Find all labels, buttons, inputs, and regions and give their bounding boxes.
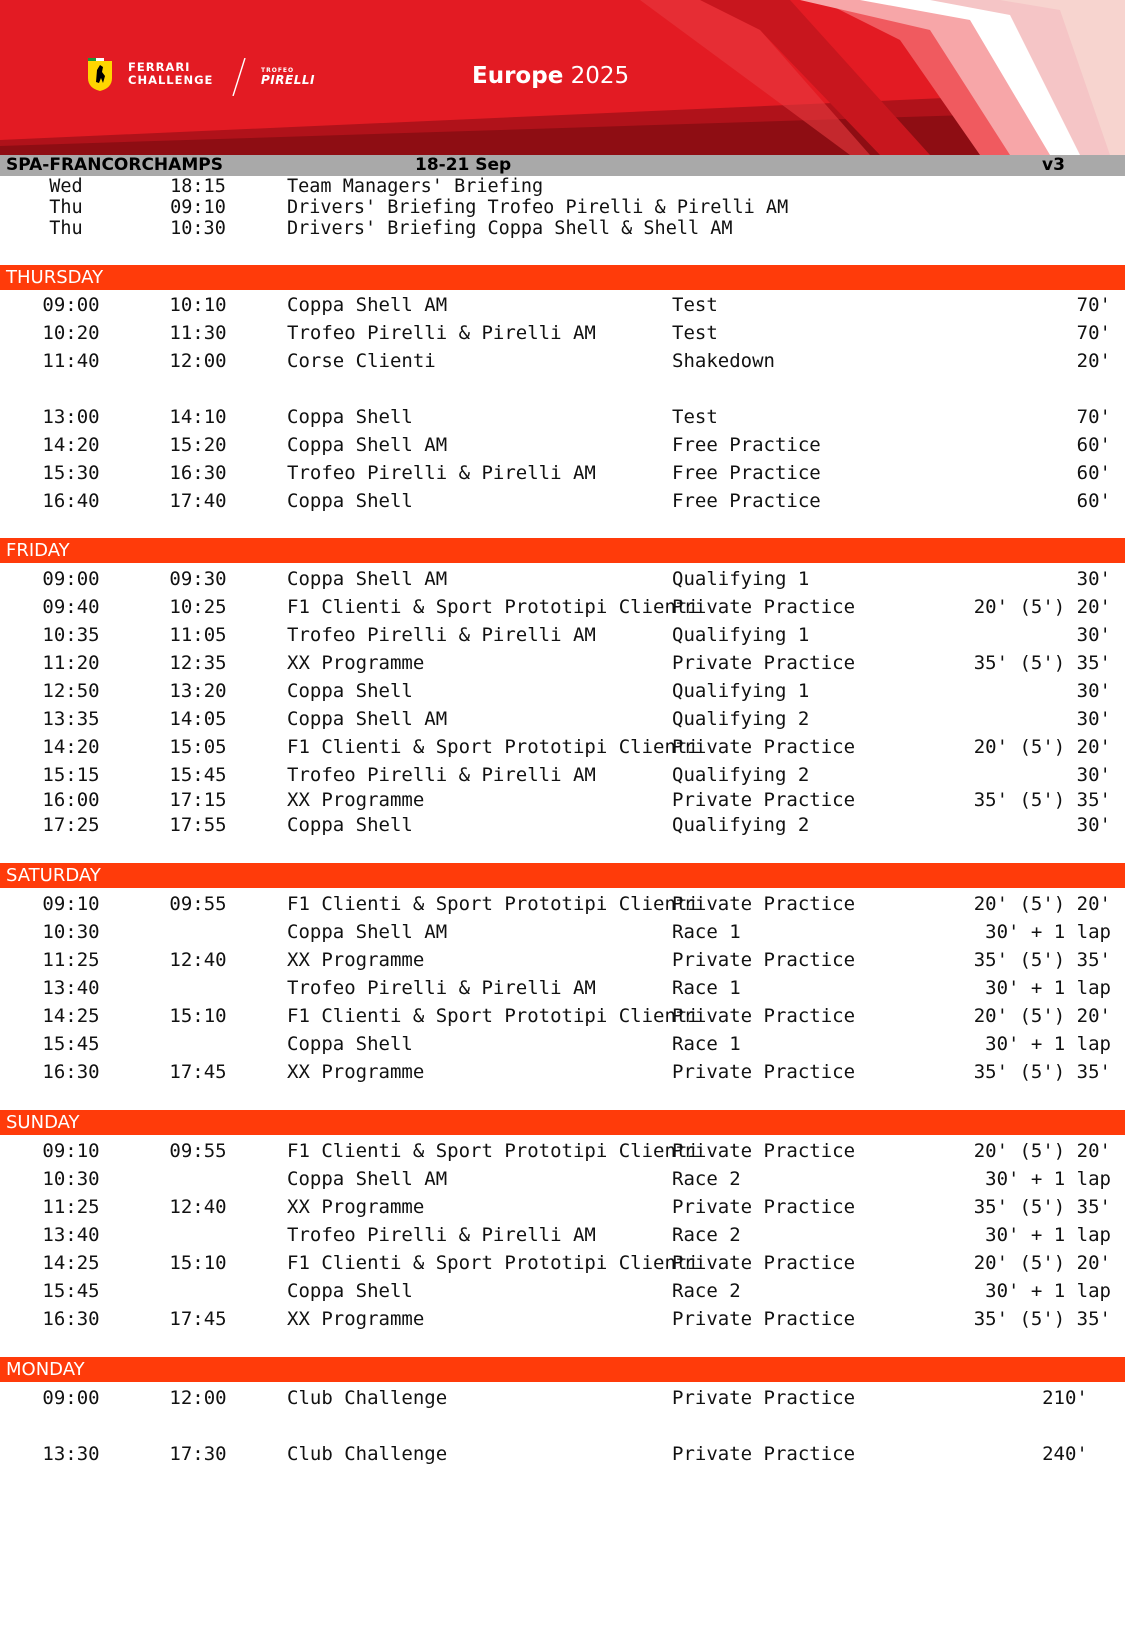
day-name: FRIDAY	[6, 540, 70, 561]
session-type: Private Practice	[672, 949, 856, 971]
sponsor-line2: PIRELLI	[261, 73, 315, 87]
duration: 20'	[1076, 350, 1111, 372]
start-time: 11:40	[42, 350, 100, 372]
end-time: 16:30	[169, 462, 227, 484]
briefing-row	[0, 218, 1125, 239]
briefing-title: Drivers' Briefing Coppa Shell & Shell AM	[287, 218, 733, 239]
session-row	[0, 1166, 1125, 1192]
trofeo-pirelli-logo	[261, 67, 315, 87]
briefing-title: Team Managers' Briefing	[287, 176, 544, 197]
session-row	[0, 1031, 1125, 1057]
series-name: Trofeo Pirelli & Pirelli AM	[287, 322, 596, 344]
briefing-day: Wed	[49, 176, 83, 197]
session-type: Private Practice	[672, 596, 856, 618]
session-row	[0, 891, 1125, 917]
duration: 30'	[1076, 568, 1111, 590]
start-time: 09:40	[42, 596, 100, 618]
series-name: Trofeo Pirelli & Pirelli AM	[287, 977, 596, 999]
series-name: Coppa Shell	[287, 814, 413, 836]
session-row	[0, 1250, 1125, 1276]
start-time: 10:35	[42, 624, 100, 646]
duration: 35' (5') 35'	[973, 1196, 1111, 1218]
end-time: 14:10	[169, 406, 227, 428]
duration: 70'	[1076, 406, 1111, 428]
end-time: 15:45	[169, 764, 227, 786]
duration: 30' + 1 lap	[985, 921, 1111, 943]
header-banner	[0, 0, 1125, 155]
session-type: Private Practice	[672, 1252, 856, 1274]
session-row	[0, 1194, 1125, 1220]
session-type: Shakedown	[672, 350, 775, 372]
session-row	[0, 1306, 1125, 1332]
day-name: SATURDAY	[6, 865, 101, 886]
circuit-name: SPA-FRANCORCHAMPS	[6, 155, 223, 175]
start-time: 15:45	[42, 1033, 100, 1055]
duration: 30' + 1 lap	[985, 1168, 1111, 1190]
session-row	[0, 594, 1125, 620]
session-row	[0, 348, 1125, 374]
brand-line2: CHALLENGE	[128, 73, 214, 87]
session-row	[0, 812, 1125, 838]
start-time: 13:40	[42, 1224, 100, 1246]
series-name: Coppa Shell AM	[287, 1168, 448, 1190]
end-time: 17:45	[169, 1061, 227, 1083]
series-name: Coppa Shell AM	[287, 921, 448, 943]
session-row	[0, 460, 1125, 486]
duration: 30'	[1076, 708, 1111, 730]
series-name: Coppa Shell	[287, 490, 413, 512]
ferrari-shield-icon	[86, 56, 114, 92]
session-row	[0, 432, 1125, 458]
start-time: 12:50	[42, 680, 100, 702]
series-name: F1 Clienti & Sport Prototipi Clienti	[287, 736, 699, 758]
day-header-saturday	[0, 863, 1125, 888]
ferrari-challenge-logo	[86, 56, 213, 92]
session-type: Free Practice	[672, 434, 821, 456]
series-name: Trofeo Pirelli & Pirelli AM	[287, 764, 596, 786]
session-type: Qualifying 2	[672, 764, 810, 786]
day-header-friday	[0, 538, 1125, 563]
session-row	[0, 488, 1125, 514]
session-type: Free Practice	[672, 490, 821, 512]
series-name: Coppa Shell	[287, 1033, 413, 1055]
session-row	[0, 1441, 1125, 1467]
end-time: 15:20	[169, 434, 227, 456]
series-name: XX Programme	[287, 1308, 425, 1330]
divider-slash-icon	[232, 58, 246, 96]
end-time: 12:00	[169, 1387, 227, 1409]
duration: 30'	[1076, 624, 1111, 646]
session-type: Private Practice	[672, 736, 856, 758]
start-time: 09:10	[42, 893, 100, 915]
briefing-row	[0, 197, 1125, 218]
series-name: XX Programme	[287, 949, 425, 971]
duration: 60'	[1076, 462, 1111, 484]
duration: 35' (5') 35'	[973, 652, 1111, 674]
series-name: Coppa Shell	[287, 1280, 413, 1302]
end-time: 17:55	[169, 814, 227, 836]
event-title	[472, 63, 629, 89]
day-header-thursday	[0, 265, 1125, 290]
start-time: 10:30	[42, 1168, 100, 1190]
brand-line1: FERRARI	[128, 60, 191, 74]
brand-text	[128, 61, 213, 87]
duration: 20' (5') 20'	[973, 893, 1111, 915]
end-time: 17:40	[169, 490, 227, 512]
series-name: F1 Clienti & Sport Prototipi Clienti	[287, 1005, 699, 1027]
version-label: v3	[1042, 155, 1065, 175]
duration: 30'	[1076, 764, 1111, 786]
start-time: 09:00	[42, 568, 100, 590]
duration: 20' (5') 20'	[973, 596, 1111, 618]
event-name: Europe	[472, 63, 564, 89]
session-row	[0, 706, 1125, 732]
day-header-sunday	[0, 1110, 1125, 1135]
duration: 30' + 1 lap	[985, 1224, 1111, 1246]
end-time: 15:10	[169, 1252, 227, 1274]
session-row	[0, 292, 1125, 318]
end-time: 10:25	[169, 596, 227, 618]
series-name: Coppa Shell	[287, 406, 413, 428]
session-type: Race 2	[672, 1168, 741, 1190]
session-type: Test	[672, 294, 718, 316]
start-time: 16:40	[42, 490, 100, 512]
series-name: Trofeo Pirelli & Pirelli AM	[287, 624, 596, 646]
session-type: Qualifying 2	[672, 814, 810, 836]
end-time: 09:55	[169, 1140, 227, 1162]
session-type: Private Practice	[672, 1308, 856, 1330]
briefing-day: Thu	[49, 218, 83, 239]
duration: 20' (5') 20'	[973, 1005, 1111, 1027]
session-type: Race 1	[672, 1033, 741, 1055]
end-time: 17:45	[169, 1308, 227, 1330]
start-time: 15:45	[42, 1280, 100, 1302]
end-time: 10:10	[169, 294, 227, 316]
duration: 70'	[1076, 294, 1111, 316]
end-time: 12:35	[169, 652, 227, 674]
end-time: 17:30	[169, 1443, 227, 1465]
series-name: F1 Clienti & Sport Prototipi Clienti	[287, 1252, 699, 1274]
end-time: 09:55	[169, 893, 227, 915]
session-type: Private Practice	[672, 893, 856, 915]
series-name: Club Challenge	[287, 1387, 448, 1409]
title-bar	[0, 155, 1125, 176]
start-time: 11:20	[42, 652, 100, 674]
session-type: Private Practice	[672, 1061, 856, 1083]
start-time: 16:30	[42, 1308, 100, 1330]
duration: 240'	[1042, 1443, 1088, 1465]
duration: 210'	[1042, 1387, 1088, 1409]
session-row	[0, 1385, 1125, 1411]
session-type: Qualifying 2	[672, 708, 810, 730]
session-row	[0, 320, 1125, 346]
end-time: 11:30	[169, 322, 227, 344]
session-row	[0, 762, 1125, 788]
session-row	[0, 404, 1125, 430]
briefing-day: Thu	[49, 197, 83, 218]
day-name: THURSDAY	[6, 267, 104, 288]
series-name: XX Programme	[287, 1196, 425, 1218]
start-time: 13:30	[42, 1443, 100, 1465]
event-dates: 18-21 Sep	[415, 155, 512, 175]
briefing-title: Drivers' Briefing Trofeo Pirelli & Pirelli AM	[287, 197, 789, 218]
start-time: 14:20	[42, 434, 100, 456]
start-time: 09:00	[42, 1387, 100, 1409]
briefing-time: 09:10	[170, 197, 226, 218]
series-name: XX Programme	[287, 789, 425, 811]
start-time: 11:25	[42, 1196, 100, 1218]
duration: 20' (5') 20'	[973, 736, 1111, 758]
session-type: Private Practice	[672, 1196, 856, 1218]
session-row	[0, 1003, 1125, 1029]
duration: 30'	[1076, 680, 1111, 702]
start-time: 13:00	[42, 406, 100, 428]
event-year: 2025	[570, 63, 630, 89]
series-name: Coppa Shell AM	[287, 568, 448, 590]
session-row	[0, 1222, 1125, 1248]
end-time: 12:40	[169, 949, 227, 971]
session-type: Race 2	[672, 1280, 741, 1302]
start-time: 14:25	[42, 1252, 100, 1274]
end-time: 17:15	[169, 789, 227, 811]
session-type: Race 2	[672, 1224, 741, 1246]
series-name: F1 Clienti & Sport Prototipi Clienti	[287, 596, 699, 618]
end-time: 15:10	[169, 1005, 227, 1027]
start-time: 09:10	[42, 1140, 100, 1162]
series-name: Coppa Shell	[287, 680, 413, 702]
session-row	[0, 678, 1125, 704]
session-type: Qualifying 1	[672, 624, 810, 646]
duration: 30'	[1076, 814, 1111, 836]
briefing-time: 18:15	[170, 176, 226, 197]
session-row	[0, 1278, 1125, 1304]
duration: 35' (5') 35'	[973, 949, 1111, 971]
end-time: 09:30	[169, 568, 227, 590]
series-name: Corse Clienti	[287, 350, 436, 372]
start-time: 10:30	[42, 921, 100, 943]
day-name: MONDAY	[6, 1359, 85, 1380]
session-type: Test	[672, 322, 718, 344]
day-name: SUNDAY	[6, 1112, 80, 1133]
session-row	[0, 1059, 1125, 1085]
session-row	[0, 622, 1125, 648]
series-name: Trofeo Pirelli & Pirelli AM	[287, 462, 596, 484]
session-type: Private Practice	[672, 1443, 856, 1465]
start-time: 11:25	[42, 949, 100, 971]
session-row	[0, 650, 1125, 676]
duration: 60'	[1076, 490, 1111, 512]
series-name: F1 Clienti & Sport Prototipi Clienti	[287, 893, 699, 915]
series-name: Coppa Shell AM	[287, 294, 448, 316]
session-type: Qualifying 1	[672, 568, 810, 590]
briefing-time: 10:30	[170, 218, 226, 239]
end-time: 11:05	[169, 624, 227, 646]
session-type: Private Practice	[672, 1140, 856, 1162]
end-time: 15:05	[169, 736, 227, 758]
series-name: Coppa Shell AM	[287, 434, 448, 456]
start-time: 16:30	[42, 1061, 100, 1083]
session-row	[0, 919, 1125, 945]
duration: 30' + 1 lap	[985, 1033, 1111, 1055]
duration: 30' + 1 lap	[985, 1280, 1111, 1302]
start-time: 15:15	[42, 764, 100, 786]
session-row	[0, 566, 1125, 592]
sponsor-line1: TROFEO	[261, 67, 295, 74]
session-row	[0, 734, 1125, 760]
session-type: Private Practice	[672, 1005, 856, 1027]
duration: 60'	[1076, 434, 1111, 456]
start-time: 15:30	[42, 462, 100, 484]
duration: 35' (5') 35'	[973, 789, 1111, 811]
session-row	[0, 975, 1125, 1001]
start-time: 13:35	[42, 708, 100, 730]
series-name: XX Programme	[287, 1061, 425, 1083]
end-time: 12:40	[169, 1196, 227, 1218]
duration: 70'	[1076, 322, 1111, 344]
day-header-monday	[0, 1357, 1125, 1382]
session-type: Private Practice	[672, 1387, 856, 1409]
end-time: 12:00	[169, 350, 227, 372]
session-type: Race 1	[672, 921, 741, 943]
session-type: Private Practice	[672, 789, 856, 811]
series-name: Club Challenge	[287, 1443, 448, 1465]
series-name: XX Programme	[287, 652, 425, 674]
session-type: Private Practice	[672, 652, 856, 674]
duration: 35' (5') 35'	[973, 1061, 1111, 1083]
end-time: 13:20	[169, 680, 227, 702]
duration: 20' (5') 20'	[973, 1252, 1111, 1274]
session-type: Race 1	[672, 977, 741, 999]
session-row	[0, 787, 1125, 813]
end-time: 14:05	[169, 708, 227, 730]
duration: 35' (5') 35'	[973, 1308, 1111, 1330]
series-name: Coppa Shell AM	[287, 708, 448, 730]
start-time: 17:25	[42, 814, 100, 836]
session-row	[0, 1138, 1125, 1164]
briefing-row	[0, 176, 1125, 197]
session-type: Free Practice	[672, 462, 821, 484]
session-row	[0, 947, 1125, 973]
session-type: Test	[672, 406, 718, 428]
start-time: 13:40	[42, 977, 100, 999]
duration: 30' + 1 lap	[985, 977, 1111, 999]
start-time: 10:20	[42, 322, 100, 344]
start-time: 14:25	[42, 1005, 100, 1027]
series-name: Trofeo Pirelli & Pirelli AM	[287, 1224, 596, 1246]
series-name: F1 Clienti & Sport Prototipi Clienti	[287, 1140, 699, 1162]
duration: 20' (5') 20'	[973, 1140, 1111, 1162]
start-time: 09:00	[42, 294, 100, 316]
start-time: 14:20	[42, 736, 100, 758]
start-time: 16:00	[42, 789, 100, 811]
session-type: Qualifying 1	[672, 680, 810, 702]
